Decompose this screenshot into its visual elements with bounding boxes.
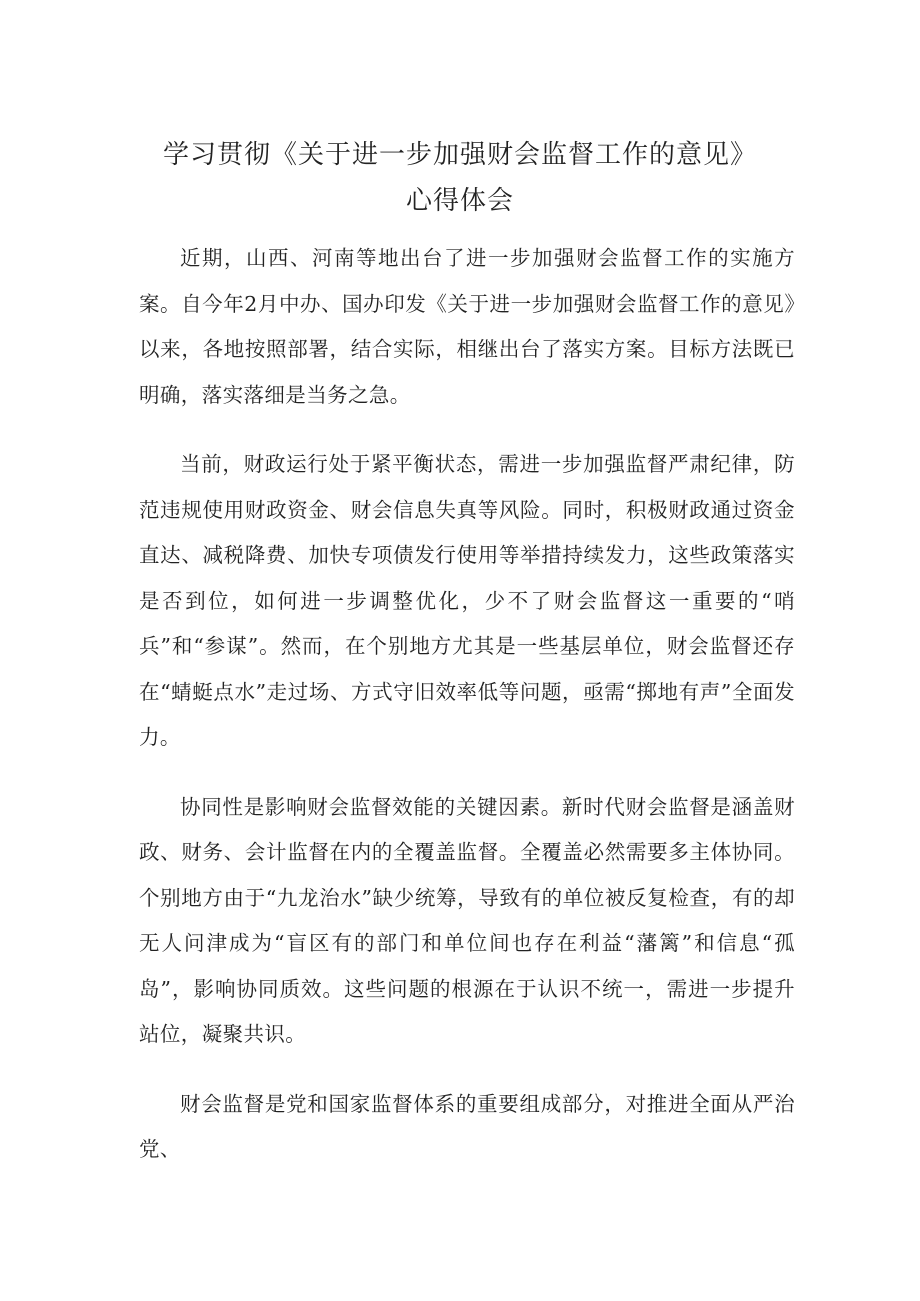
document-body — [139, 236, 795, 1197]
document-title — [0, 132, 920, 224]
paragraph-1: 近期，山西、河南等地出台了进一步加强财会监督工作的实施方案。自今年2月中办、国办印发《关于进一步加强财会监督工作的意见》以来，各地按照部署，结合实际，相继出台了落实方案。目标方法既已明确，落实落细是当务之急。 — [139, 246, 795, 407]
paragraph-2: 当前，财政运行处于紧平衡状态，需进一步加强监督严肃纪律，防范违规使用财政资金、财会信息失真等风险。同时，积极财政通过资金直达、减税降费、加快专项债发行使用等举措持续发力，这些政策落实是否到位，如何进一步调整优化，少不了财会监督这一重要的“哨兵”和“参谋”。然而，在个别地方尤其是一些基层单位，财会监督还存在“蜻蜓点水”走过场、方式守旧效率低等问题，亟需“掷地有声”全面发力。 — [139, 452, 795, 749]
title-line-1: 学习贯彻《关于进一步加强财会监督工作的意见》 — [162, 140, 757, 170]
paragraph-3: 协同性是影响财会监督效能的关键因素。新时代财会监督是涵盖财政、财务、会计监督在内的全覆盖监督。全覆盖必然需要多主体协同。个别地方由于“九龙治水”缺少统筹，导致有的单位被反复检查，有的却无人问津成为“盲区有的部门和单位间也存在利益“藩篱”和信息“孤岛”，影响协同质效。这些问题的根源在于认识不统一，需进一步提升站位，凝聚共识。 — [139, 794, 795, 1046]
title-line-2: 心得体会 — [405, 186, 514, 216]
paragraph-4: 财会监督是党和国家监督体系的重要组成部分，对推进全面从严治党、 — [139, 1091, 795, 1161]
